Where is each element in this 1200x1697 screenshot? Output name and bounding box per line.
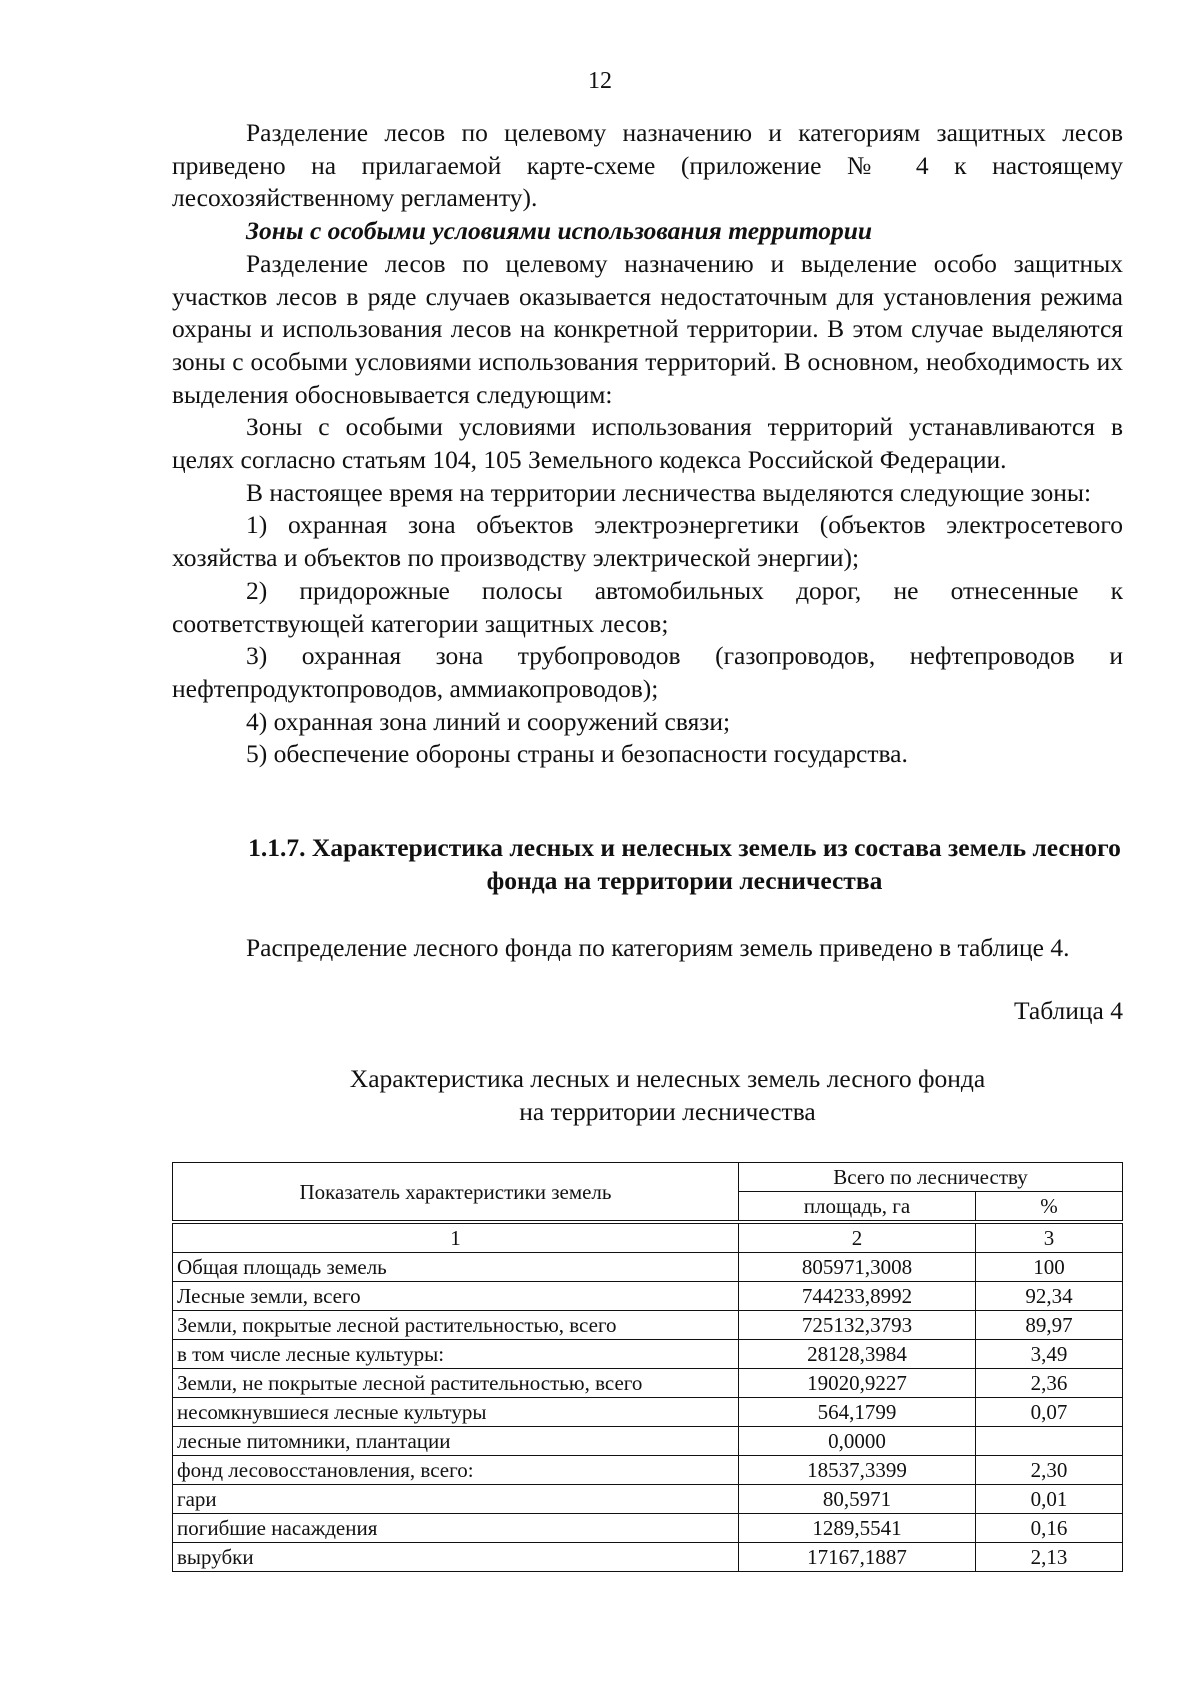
indicator-cell: лесные питомники, плантации [173,1427,739,1456]
table-row [173,1398,1123,1427]
paragraph: Зоны с особыми условиями использования территорий устанавливаются в целях согласно статьям 104, 105 Земельного кодекса Российской Федерации. [172,412,1123,475]
area-cell: 19020,9227 [739,1369,976,1398]
area-cell: 805971,3008 [739,1253,976,1282]
column-number: 1 [173,1222,739,1253]
indicator-cell: погибшие насаждения [173,1514,739,1543]
table-row [173,1514,1123,1543]
table-row [173,1311,1123,1340]
header-area: площадь, га [739,1192,976,1223]
subheading: Зоны с особыми условиями использования территории [246,216,873,246]
table-row [173,1543,1123,1572]
column-number: 3 [976,1222,1123,1253]
table-title-line: Характеристика лесных и нелесных земель лесного фонда [349,1064,986,1093]
header-total: Всего по лесничеству [739,1163,1123,1192]
percent-cell: 92,34 [976,1282,1123,1311]
column-number: 2 [739,1222,976,1253]
percent-cell: 0,01 [976,1485,1123,1514]
area-cell: 28128,3984 [739,1340,976,1369]
page-number: 12 [588,68,612,94]
percent-cell: 2,13 [976,1543,1123,1572]
indicator-cell: фонд лесовосстановления, всего: [173,1456,739,1485]
list-item: 2) придорожные полосы автомобильных дорог, не отнесенные к соответствующей категории защитных лесов; [172,575,1123,638]
indicator-cell: гари [173,1485,739,1514]
list-item: 5) обеспечение обороны страны и безопасности государства. [246,739,908,769]
table-title-line: на территории лесничества [519,1097,816,1126]
area-cell: 80,5971 [739,1485,976,1514]
indicator-cell: Лесные земли, всего [173,1282,739,1311]
land-characteristics-table [172,1162,1123,1572]
list-item: 4) охранная зона линий и сооружений связи; [246,706,731,736]
area-cell: 0,0000 [739,1427,976,1456]
table-label: Таблица 4 [1013,996,1123,1025]
paragraph: Разделение лесов по целевому назначению и категориям защитных лесов приведено на прилагаемой карте-схеме (приложение № 4 к настоящему лесохозяйственному регламенту). [172,118,1123,213]
percent-cell: 100 [976,1253,1123,1282]
percent-cell [976,1427,1123,1456]
area-cell: 744233,8992 [739,1282,976,1311]
indicator-cell: Земли, не покрытые лесной растительностью, всего [173,1369,739,1398]
section-paragraph: Распределение лесного фонда по категориям земель приведено в таблице 4. [246,933,1070,962]
table-row [173,1456,1123,1485]
indicator-cell: вырубки [173,1543,739,1572]
table-row [173,1427,1123,1456]
table-row [173,1485,1123,1514]
table-row [173,1253,1123,1282]
indicator-cell: несомкнувшиеся лесные культуры [173,1398,739,1427]
header-indicator: Показатель характеристики земель [173,1163,739,1223]
list-item: 3) охранная зона трубопроводов (газопроводов, нефтепроводов и нефтепродуктопроводов, аммиакопроводов); [172,641,1123,703]
percent-cell: 2,36 [976,1369,1123,1398]
percent-cell: 3,49 [976,1340,1123,1369]
area-cell: 564,1799 [739,1398,976,1427]
percent-cell: 2,30 [976,1456,1123,1485]
area-cell: 725132,3793 [739,1311,976,1340]
section-heading: 1.1.7. Характеристика лесных и нелесных земель из состава земель лесного фонда на территории лесничества [248,833,1121,895]
paragraph: Разделение лесов по целевому назначению и выделение особо защитных участков лесов в ряде случаев оказывается недостаточным для установления режима охраны и использования лесов на конкретной территории. В этом случае выделяются зоны с особыми условиями использования территорий. В основном, необходимость их выделения обосновывается следующим: [172,248,1123,409]
percent-cell: 0,07 [976,1398,1123,1427]
body-text [172,117,1123,771]
indicator-cell: в том числе лесные культуры: [173,1340,739,1369]
area-cell: 17167,1887 [739,1543,976,1572]
area-cell: 18537,3399 [739,1456,976,1485]
header-percent: % [976,1192,1123,1223]
table-row [173,1340,1123,1369]
paragraph: В настоящее время на территории лесничества выделяются следующие зоны: [246,477,1092,507]
list-item: 1) охранная зона объектов электроэнергетики (объектов электросетевого хозяйства и объектов по производству электрической энергии); [172,510,1123,573]
table-row [173,1369,1123,1398]
percent-cell: 89,97 [976,1311,1123,1340]
percent-cell: 0,16 [976,1514,1123,1543]
indicator-cell: Земли, покрытые лесной растительностью, всего [173,1311,739,1340]
table-title [172,1062,1123,1128]
area-cell: 1289,5541 [739,1514,976,1543]
table-row [173,1282,1123,1311]
indicator-cell: Общая площадь земель [173,1253,739,1282]
